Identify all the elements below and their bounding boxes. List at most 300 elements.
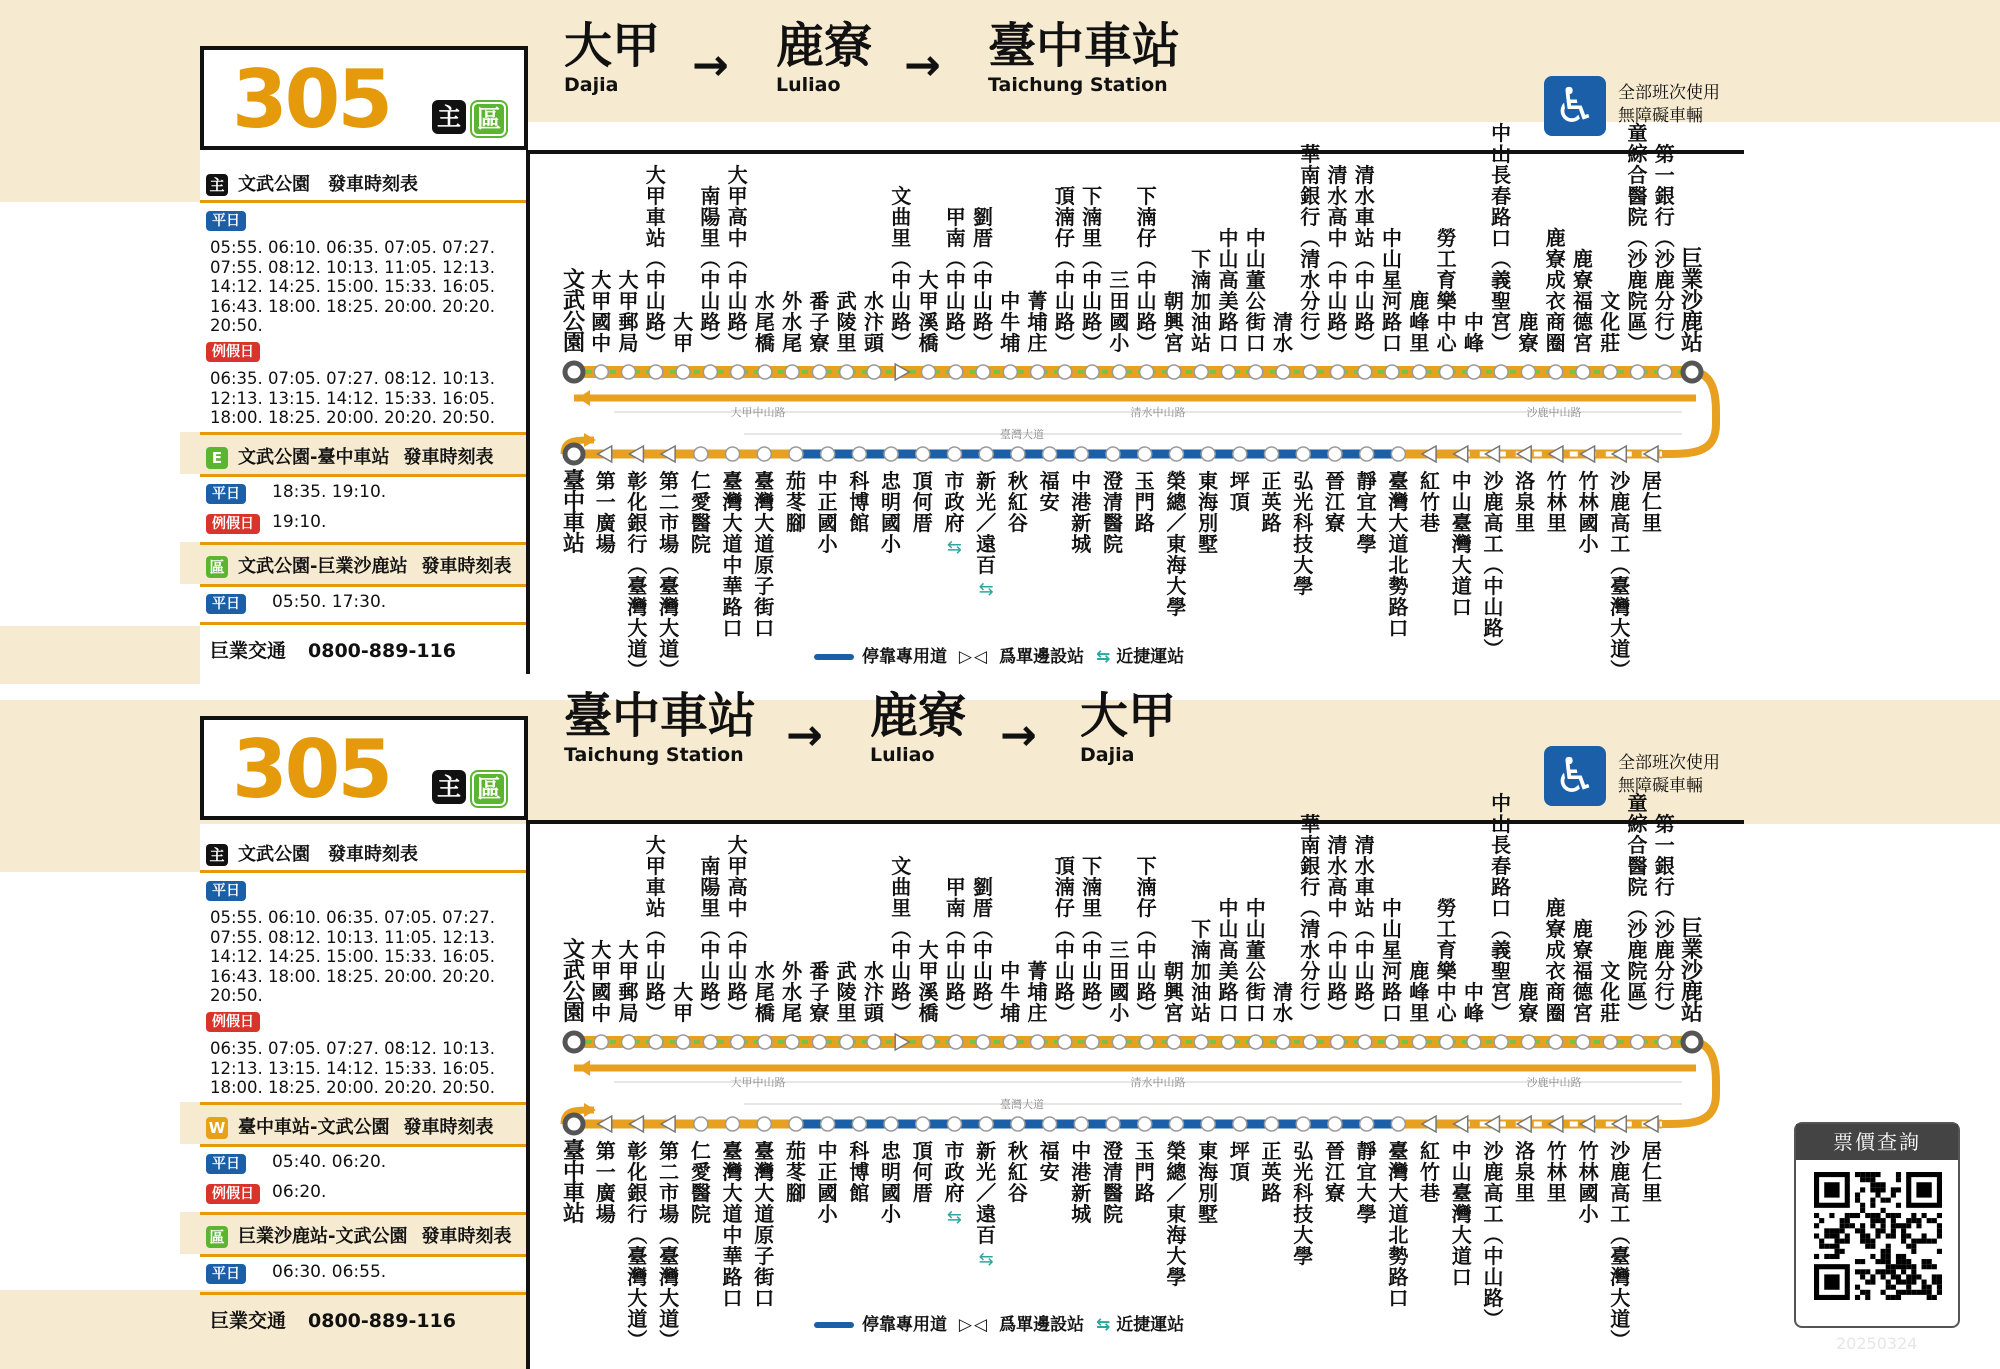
qr-module — [1860, 1233, 1865, 1238]
one-side-stop-marker — [598, 1116, 612, 1132]
stop-label: 菁埔庄 — [1027, 959, 1048, 1025]
stop-marker — [789, 447, 803, 461]
qr-module — [1875, 1269, 1880, 1274]
stop-marker — [1167, 1035, 1181, 1049]
qr-module — [1840, 1218, 1845, 1223]
sub-schedule-1-title: W 臺中車站-文武公園 發車時刻表 — [206, 1113, 493, 1139]
stop-label: 臺灣大道原子街口 — [754, 1139, 775, 1310]
qr-module — [1891, 1187, 1896, 1192]
holiday-label: 例假日 — [206, 514, 260, 534]
stop-marker — [1494, 1035, 1508, 1049]
area-route-tag: 區 — [472, 102, 506, 136]
qr-module — [1870, 1198, 1875, 1203]
qr-module — [1927, 1259, 1932, 1264]
stop-label: 福安 — [1039, 469, 1060, 514]
stop-label: 晉江寮 — [1324, 1139, 1345, 1205]
stop-marker — [758, 365, 772, 379]
stop-marker — [1358, 365, 1372, 379]
qr-module — [1886, 1249, 1891, 1254]
stop-label: 頂何厝 — [912, 469, 933, 535]
qr-module — [1937, 1280, 1942, 1285]
one-side-stop-marker — [1612, 1116, 1626, 1132]
stop-label: 文曲里︵中山路︶ — [891, 184, 912, 355]
stop-label: 晉江寮 — [1324, 469, 1345, 535]
qr-module — [1896, 1295, 1901, 1300]
qr-module — [1932, 1295, 1937, 1300]
stop-label: 坪頂 — [1229, 1139, 1250, 1184]
qr-module — [1896, 1280, 1901, 1285]
stop-marker — [1221, 365, 1235, 379]
stop-label: 水汴頭 — [863, 289, 884, 355]
qr-module — [1911, 1218, 1916, 1223]
stop-label: 華南銀行︵清水分行︶ — [1300, 812, 1321, 1025]
stop-label: 外水尾 — [782, 289, 803, 355]
qr-module — [1916, 1223, 1921, 1228]
stop-marker — [1296, 1117, 1310, 1131]
stop-label: 下湳加油站 — [1191, 917, 1212, 1025]
stop-label: 水尾橋 — [754, 289, 775, 355]
sub1-weekday-times: 18:35. 19:10. — [272, 482, 387, 502]
direction-arrow-icon — [584, 433, 596, 447]
qr-module — [1875, 1172, 1880, 1177]
qr-module — [1937, 1285, 1942, 1290]
qr-module — [1875, 1259, 1880, 1264]
stop-label: 沙鹿高工︵臺灣大道︶ — [1610, 469, 1631, 682]
stop-label: 竹林國小 — [1578, 1139, 1599, 1226]
stop-label: 武陵里 — [836, 289, 857, 355]
stop-label: 中山臺灣大道口 — [1451, 469, 1472, 619]
stop-label: 鹿寮成衣商圈 — [1545, 896, 1566, 1025]
stop-label: 澄清醫院 — [1103, 469, 1123, 556]
stop-label: 玉門路 — [1134, 1139, 1155, 1205]
stop-marker — [947, 1117, 961, 1131]
qr-module — [1834, 1244, 1839, 1249]
qr-module — [1829, 1228, 1834, 1233]
qr-module — [1865, 1244, 1870, 1249]
stop-label: 文武公園 — [562, 268, 586, 356]
qr-module — [1824, 1233, 1829, 1238]
stop-marker — [1658, 365, 1672, 379]
one-side-stop-marker — [598, 446, 612, 462]
stop-marker — [1385, 1035, 1399, 1049]
stop-label: 中正國小 — [817, 469, 838, 556]
stop-label: 巨業沙鹿站 — [1680, 247, 1704, 356]
destination-1: 臺中車站 Taichung Station — [564, 688, 757, 766]
route-number: 305 — [232, 723, 390, 816]
one-side-stop-marker — [1517, 1116, 1531, 1132]
qr-module — [1834, 1228, 1839, 1233]
qr-module — [1896, 1177, 1901, 1182]
stop-label: 鹿寮 — [1518, 980, 1539, 1025]
road-label: 大甲中山路 — [730, 1076, 786, 1089]
stop-marker — [1074, 1117, 1088, 1131]
stop-marker — [1603, 365, 1617, 379]
terminal-stop-marker — [1683, 1033, 1701, 1051]
stop-label: 武陵里 — [836, 959, 857, 1025]
qr-module — [1870, 1280, 1875, 1285]
qr-module — [1886, 1233, 1891, 1238]
qr-module — [1845, 1223, 1850, 1228]
qr-module — [1901, 1233, 1906, 1238]
qr-module — [1881, 1198, 1886, 1203]
qr-module — [1814, 1213, 1819, 1218]
stop-label: 大甲高中︵中山路︶ — [727, 163, 748, 355]
qr-module — [1845, 1213, 1850, 1218]
qr-module — [1834, 1239, 1839, 1244]
stop-label: 第一銀行︵沙鹿分行︶ — [1654, 812, 1675, 1025]
stop-label: 清水高中︵中山路︶ — [1327, 163, 1348, 355]
stop-marker — [1360, 447, 1374, 461]
stop-marker — [1249, 1035, 1263, 1049]
direction-arrow-icon — [578, 1060, 590, 1076]
stop-label: 彰化銀行︵臺灣大道︶ — [627, 469, 648, 682]
stop-marker — [1043, 1117, 1057, 1131]
stop-marker — [949, 365, 963, 379]
stop-label: 勞工育樂中心 — [1436, 226, 1457, 355]
stop-label: 鹿寮 — [1518, 310, 1539, 355]
stop-marker — [703, 1035, 717, 1049]
stop-marker — [1194, 365, 1208, 379]
panel-inbound: 305 主 區 臺中車站 Taichung Station → 鹿寮 Luliao → 大甲 Dajia ♿ 全部班次使用 無障礙車輛 主 文武公園 發車時刻表 平日 05:55. 06:10. 06:35. 07:05. 07:27. 07:55. 08:12. 10:13. 11:05. 12:13. 14:12. 14:25. 15:00. 15:33. 16:05. 16:43. 18:00. 18:25. 20:00. 20:20. 20:50. 例假日 06:35. 07:05. 07:27. 08:12. 10:13. 12:13. 13:15. 14:12. 15:33. 16:05. 18:00. 18:25. 20:00. 20:20. 20:50. W 臺中車站-文武公園 發車時刻表 平日 05:40. 06:20. 例假日 06:20. 區 巨業沙鹿站-文武公園 發車時刻表 平日 06:30. 06:55. 巨業交通 0800-889-116 大甲中山路 清水中山路 沙鹿中山路 臺灣大道 文武公園 大甲國中 大甲郵局 大甲車站︵中山路︶ 大甲 南陽里︵中山路︶ 大甲高中︵中山路︶ 水尾橋 外水尾 番子寮 武陵里 水汴頭 文曲里︵中山路︶ 大甲溪橋 甲南︵中山路︶ 劉厝︵中山路︶ 中牛埔 菁埔庄 頂湳仔︵中山路︶ 下湳里︵中山路︶ 三田國小 下湳仔︵中山路︶ 朝興宮 下湳加油站 中山高美路口 中山董公街口 清水 華南銀行︵清水分行︶ 清水高中︵中山路︶ 清水車站︵中山路︶ 中山星河路口 鹿峰里 勞工育樂中心 中峰 中山長春路口︵義聖宮︶ 鹿寮 鹿寮成衣商圈 鹿寮福德宮 文化莊 童綜合醫院︵沙鹿院區︶ 第一銀行︵沙鹿分行︶ 巨業沙鹿站 臺中車站 第一廣場 彰化銀行︵臺灣大道︶ 第二市場︵臺灣大道︶ 仁愛醫院 臺灣大道中華路口 臺灣大道原子街口 茄苳腳 中正國小 科博館 忠明國小 頂何厝 市政府 ⇆ 新光／遠百 ⇆ 秋紅谷 福安 中港新城 澄清醫院 玉門路 榮總／東海大學 東海別墅 坪頂 正英路 弘光科技大學 晉江寮 靜宜大學 臺灣大道北勢路口 紅竹巷 中山臺灣大道口 沙鹿高工︵中山路︶ 洛泉里 竹林里 竹林國小 沙鹿高工︵臺灣大道︶ 居仁里 停靠專用道 ▷◁ 爲單邊設站 ⇆ 近捷運站 — [0, 668, 2000, 1352]
qr-module — [1911, 1239, 1916, 1244]
qr-module — [1896, 1264, 1901, 1269]
qr-module — [1860, 1177, 1865, 1182]
stop-label: 頂湳仔︵中山路︶ — [1054, 854, 1075, 1025]
stop-marker — [785, 1035, 799, 1049]
qr-module — [1896, 1213, 1901, 1218]
stop-label: 清水車站︵中山路︶ — [1354, 833, 1375, 1025]
qr-module — [1855, 1228, 1860, 1233]
sub-schedule-1-title: E 文武公園-臺中車站 發車時刻表 — [206, 443, 493, 469]
stop-label: 坪頂 — [1229, 469, 1250, 514]
stop-marker — [1331, 365, 1345, 379]
qr-module — [1886, 1269, 1891, 1274]
qr-module — [1850, 1223, 1855, 1228]
stop-marker — [1440, 1035, 1454, 1049]
qr-module — [1901, 1269, 1906, 1274]
qr-module — [1881, 1259, 1886, 1264]
weekday-label: 平日 — [206, 484, 246, 504]
stop-marker — [1658, 1035, 1672, 1049]
qr-module — [1870, 1177, 1875, 1182]
stop-marker — [1385, 365, 1399, 379]
qr-module — [1855, 1192, 1860, 1197]
qr-module — [1855, 1269, 1860, 1274]
stop-marker — [1467, 365, 1481, 379]
terminal-stop-marker — [565, 445, 583, 463]
qr-module — [1901, 1254, 1906, 1259]
stop-marker — [979, 447, 993, 461]
qr-module — [1891, 1233, 1896, 1238]
stop-label: 文武公園 — [562, 938, 586, 1026]
qr-module — [1881, 1182, 1886, 1187]
road-label: 大甲中山路 — [730, 406, 786, 419]
divider-bar — [200, 1102, 526, 1105]
stop-marker — [1201, 1117, 1215, 1131]
stop-marker — [1265, 447, 1279, 461]
stop-marker — [1303, 1035, 1317, 1049]
stop-marker — [731, 365, 745, 379]
stop-label: 沙鹿高工︵中山路︶ — [1483, 469, 1504, 661]
qr-module — [1906, 1264, 1911, 1269]
sub2-weekday-times: 05:50. 17:30. — [272, 592, 387, 612]
one-side-stop-marker — [1422, 1116, 1436, 1132]
weekday-label: 平日 — [206, 211, 246, 231]
qr-module — [1834, 1233, 1839, 1238]
qr-module — [1937, 1233, 1942, 1238]
qr-module — [1865, 1280, 1870, 1285]
stop-label: 朝興宮 — [1163, 289, 1184, 355]
stop-marker — [694, 1117, 708, 1131]
stop-marker — [1233, 447, 1247, 461]
qr-module — [1875, 1233, 1880, 1238]
qr-module — [1886, 1254, 1891, 1259]
qr-module — [1922, 1213, 1927, 1218]
qr-module — [1855, 1213, 1860, 1218]
stop-label: 第一廣場 — [595, 469, 616, 556]
stop-label: 新光／遠百 — [976, 469, 997, 577]
stop-label: 劉厝︵中山路︶ — [973, 875, 994, 1025]
stop-marker — [1494, 365, 1508, 379]
dedicated-lane-swatch — [814, 1322, 854, 1328]
qr-module — [1845, 1239, 1850, 1244]
qr-module — [1911, 1213, 1916, 1218]
holiday-label: 例假日 — [206, 342, 260, 362]
qr-module — [1834, 1254, 1839, 1259]
operator-info: 巨業交通 0800-889-116 — [210, 1310, 456, 1332]
qr-module — [1824, 1228, 1829, 1233]
transfer-icon: ⇆ — [1096, 647, 1111, 667]
qr-code-icon[interactable] — [1814, 1172, 1942, 1300]
destination-1: 大甲 Dajia — [564, 18, 661, 96]
qr-module — [1901, 1259, 1906, 1264]
stop-label: 鹿寮成衣商圈 — [1545, 226, 1566, 355]
road-label: 清水中山路 — [1130, 1076, 1186, 1089]
destination-2: 鹿寮 Luliao — [870, 688, 967, 766]
one-side-stop-marker — [661, 1116, 675, 1132]
qr-module — [1870, 1239, 1875, 1244]
stop-marker — [867, 365, 881, 379]
stop-label: 童綜合醫院︵沙鹿院區︶ — [1627, 791, 1648, 1025]
qr-module — [1870, 1187, 1875, 1192]
stop-label: 中山長春路口︵義聖宮︶ — [1491, 121, 1512, 355]
stop-marker — [1391, 447, 1405, 461]
stop-label: 大甲車站︵中山路︶ — [645, 833, 666, 1025]
stop-label: 甲南︵中山路︶ — [945, 875, 966, 1025]
qr-module — [1896, 1259, 1901, 1264]
qr-module — [1875, 1182, 1880, 1187]
stop-marker — [821, 447, 835, 461]
stop-label: 勞工育樂中心 — [1436, 896, 1457, 1025]
qr-module — [1911, 1264, 1916, 1269]
qr-module — [1860, 1187, 1865, 1192]
qr-module — [1922, 1290, 1927, 1295]
qr-module — [1881, 1228, 1886, 1233]
qr-module — [1881, 1218, 1886, 1223]
stop-label: 朝興宮 — [1163, 959, 1184, 1025]
stop-marker — [1043, 447, 1057, 461]
stop-label: 鹿峰里 — [1409, 959, 1430, 1025]
stop-label: 三田國小 — [1109, 938, 1130, 1025]
qr-module — [1891, 1285, 1896, 1290]
destination-2: 鹿寮 Luliao — [776, 18, 873, 96]
stop-label: 居仁里 — [1642, 1139, 1662, 1205]
fare-query-qr-box[interactable] — [1794, 1122, 1960, 1328]
qr-module — [1896, 1172, 1901, 1177]
stop-marker — [1169, 447, 1183, 461]
destination-3: 臺中車站 Taichung Station — [988, 18, 1181, 96]
qr-module — [1860, 1259, 1865, 1264]
stop-label: 中山星河路口 — [1382, 226, 1403, 355]
stop-label: 臺灣大道北勢路口 — [1388, 469, 1409, 640]
stop-label: 洛泉里 — [1515, 469, 1536, 535]
stop-marker — [1521, 365, 1535, 379]
qr-module — [1906, 1223, 1911, 1228]
destination-3: 大甲 Dajia — [1080, 688, 1177, 766]
stop-label: 劉厝︵中山路︶ — [973, 205, 994, 355]
stop-label: 頂湳仔︵中山路︶ — [1054, 184, 1075, 355]
stop-label: 市政府 — [944, 1139, 965, 1205]
stop-marker — [1549, 365, 1563, 379]
stop-marker — [812, 365, 826, 379]
stop-label: 仁愛醫院 — [690, 1139, 711, 1226]
stop-label: 科博館 — [849, 1139, 870, 1205]
terminal-stop-marker — [565, 363, 583, 381]
qr-module — [1906, 1274, 1911, 1279]
qr-module — [1886, 1244, 1891, 1249]
stop-label: 外水尾 — [782, 959, 803, 1025]
stop-label: 紅竹巷 — [1420, 469, 1441, 535]
stop-label: 竹林里 — [1546, 469, 1567, 535]
stop-marker — [840, 365, 854, 379]
stop-marker — [1276, 365, 1290, 379]
stop-label: 大甲 — [673, 310, 694, 355]
stop-label: 中港新城 — [1071, 469, 1092, 556]
route-map — [548, 121, 1728, 684]
qr-module — [1911, 1280, 1916, 1285]
stop-marker — [1221, 1035, 1235, 1049]
qr-module — [1814, 1254, 1819, 1259]
stop-marker — [731, 1035, 745, 1049]
qr-module — [1906, 1259, 1911, 1264]
stop-label: 茄苳腳 — [785, 1139, 806, 1205]
stop-label: 清水車站︵中山路︶ — [1354, 163, 1375, 355]
stop-label: 沙鹿高工︵中山路︶ — [1483, 1139, 1504, 1331]
wheelchair-icon: ♿ — [1544, 746, 1606, 806]
stop-label: 仁愛醫院 — [690, 469, 711, 556]
qr-module — [1870, 1203, 1875, 1208]
terminal-stop-marker — [565, 1115, 583, 1133]
one-side-stop-marker — [629, 1116, 643, 1132]
qr-module — [1875, 1228, 1880, 1233]
stop-label: 東海別墅 — [1198, 469, 1219, 556]
transfer-icon: ⇆ — [1096, 1315, 1111, 1335]
divider-bar — [200, 200, 526, 203]
route-badge-box — [200, 716, 528, 820]
qr-module — [1881, 1249, 1886, 1254]
qr-module — [1911, 1244, 1916, 1249]
qr-module — [1860, 1274, 1865, 1279]
transfer-icon: ⇆ — [946, 1207, 963, 1228]
qr-module — [1896, 1254, 1901, 1259]
qr-module — [1819, 1244, 1824, 1249]
route-map — [548, 791, 1728, 1354]
stop-marker — [789, 1117, 803, 1131]
stop-marker — [1194, 1035, 1208, 1049]
qr-module — [1916, 1218, 1921, 1223]
stop-label: 中山星河路口 — [1382, 896, 1403, 1025]
qr-module — [1865, 1290, 1870, 1295]
qr-module — [1870, 1274, 1875, 1279]
one-side-stop-marker — [1485, 446, 1499, 462]
stop-marker — [1167, 365, 1181, 379]
stop-label: 番子寮 — [809, 289, 830, 355]
stop-label: 榮總／東海大學 — [1166, 1139, 1187, 1289]
stop-label: 中山臺灣大道口 — [1451, 1139, 1472, 1289]
qr-module — [1881, 1290, 1886, 1295]
qr-module — [1911, 1269, 1916, 1274]
qr-module — [1819, 1239, 1824, 1244]
stop-label: 彰化銀行︵臺灣大道︶ — [627, 1139, 648, 1352]
qr-module — [1875, 1213, 1880, 1218]
qr-module — [1870, 1213, 1875, 1218]
stop-label: 榮總／東海大學 — [1166, 469, 1187, 619]
qr-module — [1829, 1254, 1834, 1259]
qr-module — [1855, 1172, 1860, 1177]
stop-label: 清水 — [1272, 310, 1293, 355]
qr-module — [1937, 1274, 1942, 1279]
stop-label: 第二市場︵臺灣大道︶ — [659, 469, 680, 682]
qr-module — [1901, 1290, 1906, 1295]
stop-marker — [1467, 1035, 1481, 1049]
one-side-stop-marker — [1581, 1116, 1595, 1132]
qr-module — [1870, 1254, 1875, 1259]
stop-label: 文曲里︵中山路︶ — [891, 854, 912, 1025]
qr-module — [1870, 1223, 1875, 1228]
stop-marker — [649, 365, 663, 379]
road-label: 臺灣大道 — [1000, 428, 1044, 441]
stop-label: 市政府 — [944, 469, 965, 535]
stop-label: 中正國小 — [817, 1139, 838, 1226]
stop-label: 大甲國中 — [591, 268, 612, 355]
qr-module — [1896, 1203, 1901, 1208]
stop-marker — [821, 1117, 835, 1131]
main-route-tag: 主 — [432, 770, 466, 804]
stop-label: 正英路 — [1261, 469, 1282, 535]
stop-label: 正英路 — [1261, 1139, 1282, 1205]
qr-module — [1865, 1239, 1870, 1244]
qr-module — [1891, 1192, 1896, 1197]
stop-label: 臺中車站 — [562, 469, 586, 557]
qr-module — [1860, 1239, 1865, 1244]
stop-label: 新光／遠百 — [976, 1139, 997, 1247]
qr-module — [1865, 1213, 1870, 1218]
stop-label: 忠明國小 — [881, 1139, 902, 1226]
qr-module — [1886, 1213, 1891, 1218]
stop-marker — [594, 1035, 608, 1049]
qr-module — [1901, 1264, 1906, 1269]
qr-module — [1814, 1223, 1819, 1228]
divider-bar — [200, 474, 526, 477]
route-number: 305 — [232, 53, 390, 146]
stop-label: 臺中車站 — [562, 1139, 586, 1227]
stop-label: 中牛埔 — [1000, 289, 1021, 355]
qr-module — [1901, 1239, 1906, 1244]
stop-label: 文化莊 — [1600, 959, 1621, 1025]
stop-marker — [1106, 1117, 1120, 1131]
arrow-right-icon: → — [692, 40, 729, 91]
qr-module — [1886, 1264, 1891, 1269]
